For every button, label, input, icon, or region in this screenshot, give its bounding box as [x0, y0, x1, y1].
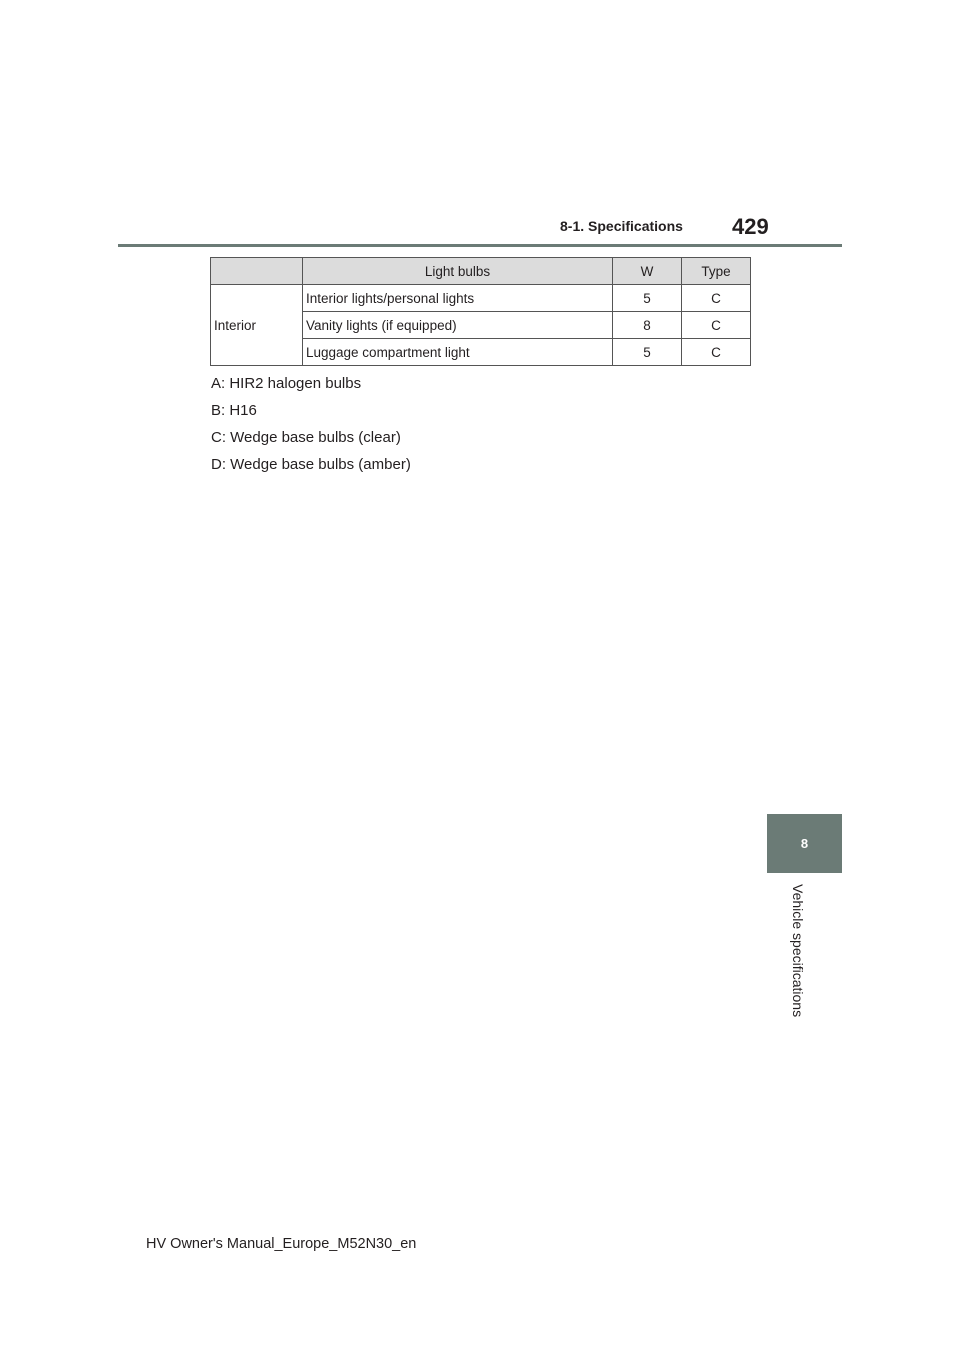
section-title: 8-1. Specifications [560, 218, 683, 234]
bulb-type: C [682, 312, 751, 339]
row-group-interior: Interior [211, 285, 303, 366]
table-header-row [211, 258, 751, 285]
column-header-type: Type [682, 258, 751, 285]
legend-item-d: D: Wedge base bulbs (amber) [211, 456, 411, 473]
legend-item-a: A: HIR2 halogen bulbs [211, 375, 362, 392]
bulb-type: C [682, 285, 751, 312]
chapter-tab: 8 [767, 814, 842, 873]
chapter-title: Vehicle specifications [790, 884, 806, 1018]
table-row [211, 285, 751, 312]
page-number: 429 [732, 214, 769, 239]
bulb-watts: 5 [613, 339, 682, 366]
header-rule [118, 244, 842, 247]
bulb-name: Vanity lights (if equipped) [303, 312, 613, 339]
bulb-watts: 5 [613, 285, 682, 312]
legend-item-c: C: Wedge base bulbs (clear) [211, 429, 401, 446]
column-header-watts: W [613, 258, 682, 285]
column-header-light-bulbs: Light bulbs [303, 258, 613, 285]
bulb-type-legend [211, 372, 411, 480]
bulb-type: C [682, 339, 751, 366]
light-bulbs-table [210, 257, 751, 366]
bulb-watts: 8 [613, 312, 682, 339]
bulb-name: Luggage compartment light [303, 339, 613, 366]
bulb-name: Interior lights/personal lights [303, 285, 613, 312]
legend-item-b: B: H16 [211, 402, 257, 419]
footer-manual-id: HV Owner's Manual_Europe_M52N30_en [146, 1236, 417, 1252]
column-header-group [211, 258, 303, 285]
